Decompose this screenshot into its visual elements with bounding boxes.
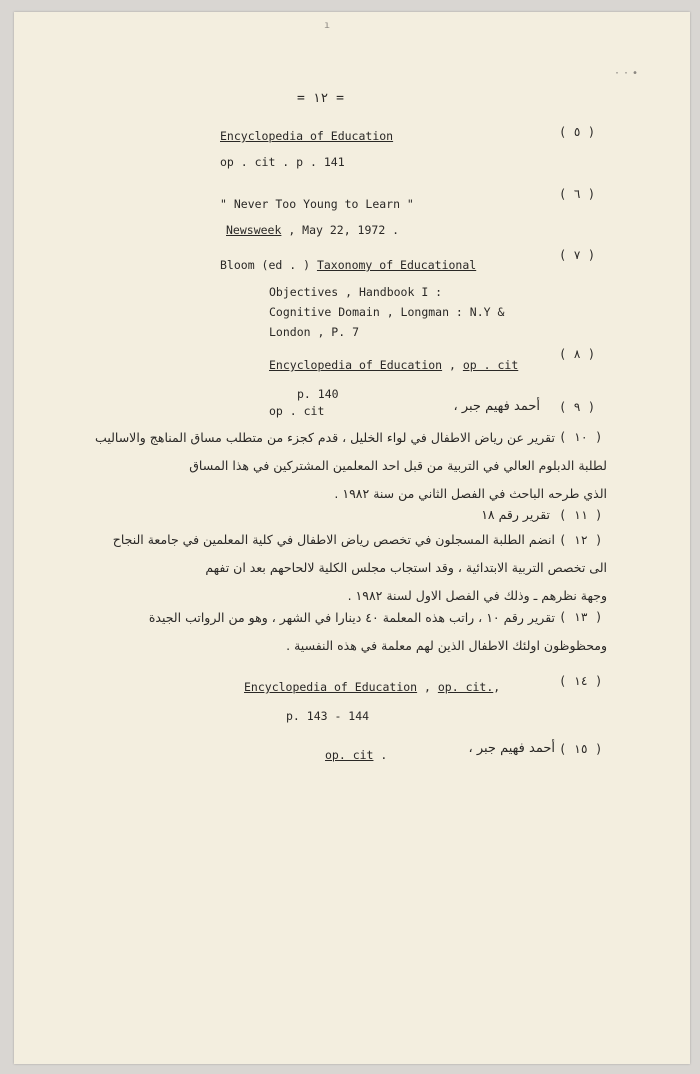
note-text: لطلبة الدبلوم العالي في التربية من قبل احد المعلمين المشتركين في هذا المساق [189, 458, 607, 473]
note-text: Encyclopedia of Education , op. cit., [244, 680, 501, 694]
note-text: أحمد فهيم جبر ، [453, 399, 540, 414]
note-number: ( ٩ ) [559, 400, 596, 414]
note-text: تقرير رقم ١٨ [481, 507, 550, 522]
note-number: ( ٨ ) [559, 347, 596, 361]
note-number: ( ١٠ ) [559, 430, 603, 444]
note-text: op . cit [269, 404, 325, 418]
note-text: تقرير رقم ١٠ ، راتب هذه المعلمة ٤٠ دينارا في الشهر ، وهو من الرواتب الجيدة [148, 610, 555, 625]
note-text: وجهة نظرهم ـ وذلك في الفصل الاول لسنة ١٩٨٢ . [347, 588, 607, 603]
note-number: ( ١٤ ) [559, 674, 603, 688]
stray-mark: ··• [614, 68, 642, 79]
note-text: Encyclopedia of Education , op . cit [269, 358, 519, 372]
note-number: ( ٧ ) [559, 248, 596, 262]
note-text: تقرير عن رياض الاطفال في لواء الخليل ، قدم كجزء من متطلب مساق المناهج والاساليب [95, 430, 555, 445]
note-title: " Never Too Young to Learn " [220, 197, 414, 211]
note-text: p. 143 - 144 [286, 709, 370, 723]
note-number: ( ٦ ) [559, 187, 596, 201]
page-number: = ١٢ = [297, 91, 344, 106]
note-text: p. 140 [297, 387, 339, 401]
note-text: أحمد فهيم جبر ، [468, 741, 555, 756]
note-text: الذي طرحه الباحث في الفصل الثاني من سنة ١٩٨٢ . [334, 486, 607, 501]
note-text: انضم الطلبة المسجلون في تخصص رياض الاطفال في كلية المعلمين في جامعة النجاح [112, 532, 555, 547]
note-text: op. cit . [325, 748, 388, 762]
note-number: ( ١٥ ) [559, 742, 603, 756]
note-text: Bloom (ed . ) Taxonomy of Educational [220, 258, 477, 272]
note-text: Cognitive Domain , Longman : N.Y & [269, 305, 505, 319]
note-source: Newsweek , May 22, 1972 . [226, 223, 400, 237]
note-number: ( ١١ ) [559, 508, 603, 522]
note-number: ( ٥ ) [559, 125, 596, 139]
document-page [14, 12, 690, 1064]
note-number: ( ١٣ ) [559, 610, 603, 624]
note-number: ( ١٢ ) [559, 533, 603, 547]
stray-mark: ı [324, 20, 331, 31]
note-text: op . cit . p . 141 [220, 155, 345, 169]
note-text: الى تخصص التربية الابتدائية ، وقد استجاب مجلس الكلية لالحاحهم بعد ان تفهم [205, 560, 607, 575]
note-text: ومحظوظون اولئك الاطفال الذين لهم معلمة في هذه النفسية . [286, 638, 607, 653]
note-text: Objectives , Handbook I : [269, 285, 443, 299]
note-text: London , P. 7 [269, 325, 360, 339]
note-title: Encyclopedia of Education [220, 129, 394, 143]
